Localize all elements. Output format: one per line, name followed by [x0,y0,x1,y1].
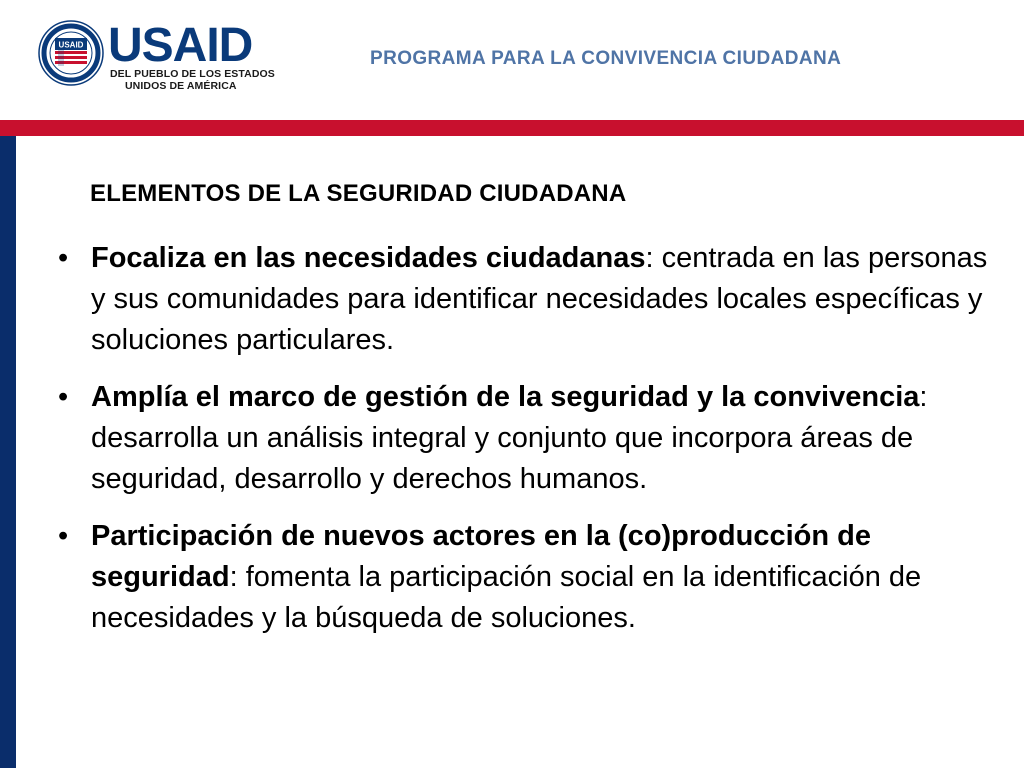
bullet-item [58,516,1008,639]
bullet-body-text: : centrada en las personas y sus comunidades para identificar necesidades locales específicas y soluciones particulares. [91,242,988,356]
bullet-list [58,238,1008,639]
bullet-bold-text: Amplía el marco de gestión de la seguridad y la convivencia [91,381,920,413]
bullet-marker: • [58,242,69,274]
bullet-body-text: : fomenta la participación social en la identificación de necesidades y la búsqueda de soluciones. [91,561,922,634]
seal-text: USAID [58,40,84,50]
usaid-logo-subtitle [110,68,275,92]
usaid-logo-text: USAID [108,19,253,72]
bullet-marker: • [58,381,69,413]
bullet-bold-text: Focaliza en las necesidades ciudadanas [91,242,646,274]
bullet-bold-text: Participación de nuevos actores en la (co)producción de seguridad [91,520,871,593]
bullet-item [58,377,1008,500]
slide-title: ELEMENTOS DE LA SEGURIDAD CIUDADANA [90,180,627,207]
bullet-body-text: : desarrolla un análisis integral y conjunto que incorpora áreas de seguridad, desarrollo y derechos humanos. [91,381,928,495]
bullet-item [58,238,1008,361]
logo-subtitle-line2: UNIDOS DE AMÉRICA [125,80,237,92]
bullet-marker: • [58,520,69,552]
red-header-band [0,120,1024,136]
program-title: PROGRAMA PARA LA CONVIVENCIA CIUDADANA [370,48,842,69]
logo-subtitle-line1: DEL PUEBLO DE LOS ESTADOS [110,68,275,80]
header [0,0,1024,120]
blue-side-bar [0,136,16,768]
usaid-seal-icon [38,20,104,86]
